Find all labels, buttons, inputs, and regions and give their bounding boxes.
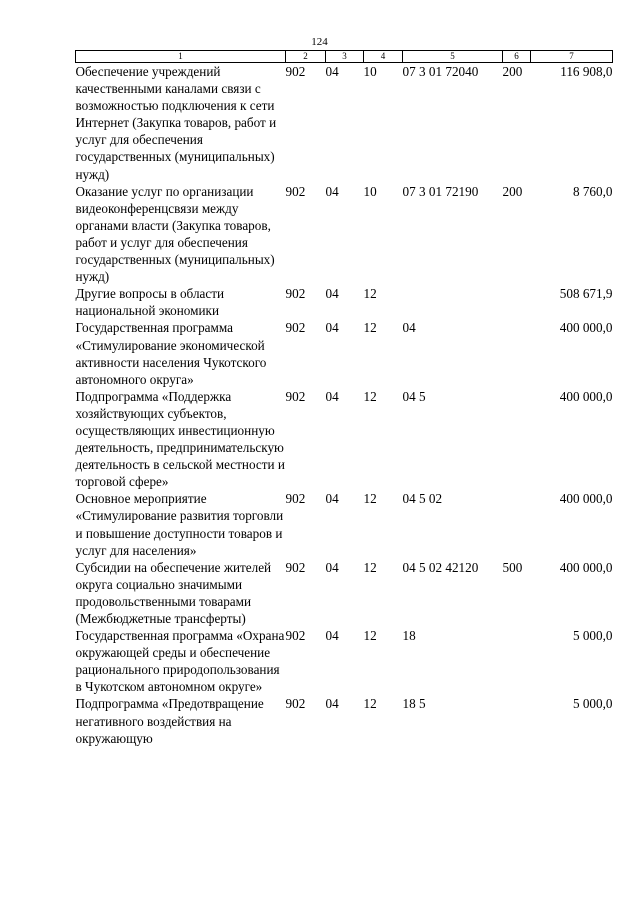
row-amount: 400 000,0 bbox=[559, 320, 613, 336]
table-row bbox=[76, 183, 613, 286]
column-header: 3 bbox=[326, 51, 364, 63]
row-amount: 400 000,0 bbox=[559, 559, 613, 575]
row-expense-type bbox=[503, 627, 531, 695]
page-number: 124 bbox=[311, 36, 328, 48]
row-section: 04 bbox=[325, 286, 339, 302]
row-grbs: 902 bbox=[285, 696, 306, 712]
row-subsection: 12 bbox=[363, 628, 377, 644]
column-header: 5 bbox=[403, 51, 503, 63]
row-amount: 8 760,0 bbox=[572, 183, 613, 199]
row-name: Подпрограмма «Поддержка хозяйствующих субъектов, осуществляющих инвестиционную деятельность, предпринимательскую деятельность в сельской местности и торговой сфере» bbox=[75, 388, 285, 490]
row-grbs: 902 bbox=[285, 320, 306, 336]
row-subsection: 12 bbox=[363, 286, 377, 302]
row-grbs: 902 bbox=[285, 559, 306, 575]
table-row bbox=[76, 388, 613, 491]
row-target-article: 18 bbox=[402, 628, 416, 644]
row-expense-type: 200 bbox=[502, 183, 523, 199]
row-expense-type bbox=[503, 490, 531, 558]
table-row bbox=[76, 695, 613, 746]
table-row bbox=[76, 627, 613, 695]
row-section: 04 bbox=[325, 559, 339, 575]
row-section: 04 bbox=[325, 183, 339, 199]
row-name: Обеспечение учреждений качественными каналами связи с возможностью подключения к сети Интернет (Закупка товаров, работ и услуг для обеспечения государственных (муниципальных) нужд) bbox=[75, 64, 277, 182]
column-header: 2 bbox=[286, 51, 326, 63]
row-target-article: 04 5 bbox=[402, 388, 426, 404]
column-header: 1 bbox=[76, 51, 286, 63]
row-grbs: 902 bbox=[285, 286, 306, 302]
row-section: 04 bbox=[325, 64, 339, 79]
row-subsection: 12 bbox=[363, 696, 377, 712]
row-section: 04 bbox=[325, 696, 339, 712]
row-section: 04 bbox=[325, 628, 339, 644]
row-section: 04 bbox=[325, 491, 339, 507]
table-row bbox=[76, 285, 613, 319]
row-section: 04 bbox=[325, 320, 339, 336]
row-grbs: 902 bbox=[285, 64, 306, 79]
row-name: Государственная программа «Охрана окружающей среды и обеспечение рационального природопользования в Чукотском автономном округе» bbox=[75, 628, 285, 695]
row-target-article: 18 5 bbox=[402, 696, 426, 712]
row-amount: 400 000,0 bbox=[559, 388, 613, 404]
row-section: 04 bbox=[325, 388, 339, 404]
row-name: Другие вопросы в области национальной экономики bbox=[75, 286, 225, 319]
row-target-article bbox=[403, 285, 503, 319]
row-grbs: 902 bbox=[285, 183, 306, 199]
row-amount: 5 000,0 bbox=[572, 696, 613, 712]
row-expense-type: 200 bbox=[502, 64, 523, 79]
row-target-article: 04 5 02 bbox=[402, 491, 443, 507]
row-grbs: 902 bbox=[285, 491, 306, 507]
row-subsection: 12 bbox=[363, 559, 377, 575]
row-target-article: 04 5 02 42120 bbox=[402, 559, 479, 575]
column-header: 7 bbox=[531, 51, 613, 63]
row-expense-type bbox=[503, 319, 531, 387]
row-target-article: 04 bbox=[402, 320, 416, 336]
row-subsection: 12 bbox=[363, 320, 377, 336]
row-subsection: 12 bbox=[363, 491, 377, 507]
table-row bbox=[76, 490, 613, 558]
row-subsection: 12 bbox=[363, 388, 377, 404]
row-name: Оказание услуг по организации видеоконференцсвязи между органами власти (Закупка товаров, работ и услуг для обеспечения государственных (муниципальных) нужд) bbox=[75, 183, 275, 285]
row-name: Государственная программа «Стимулирование экономической активности населения Чукотского автономного округа» bbox=[75, 320, 267, 387]
row-subsection: 10 bbox=[363, 183, 377, 199]
table-row bbox=[76, 559, 613, 627]
row-amount: 116 908,0 bbox=[560, 64, 613, 79]
row-amount: 508 671,9 bbox=[559, 286, 613, 302]
column-header: 6 bbox=[503, 51, 531, 63]
table-row bbox=[76, 319, 613, 387]
row-subsection: 10 bbox=[363, 64, 377, 79]
table-header-row bbox=[76, 51, 613, 63]
row-name: Подпрограмма «Предотвращение негативного воздействия на окружающую bbox=[75, 696, 264, 746]
row-target-article: 07 3 01 72190 bbox=[402, 183, 479, 199]
row-grbs: 902 bbox=[285, 388, 306, 404]
row-expense-type: 500 bbox=[502, 559, 523, 575]
column-header: 4 bbox=[364, 51, 403, 63]
row-target-article: 07 3 01 72040 bbox=[402, 64, 479, 79]
row-grbs: 902 bbox=[285, 628, 306, 644]
budget-table bbox=[75, 50, 613, 747]
row-amount: 400 000,0 bbox=[559, 491, 613, 507]
row-expense-type bbox=[503, 388, 531, 491]
row-amount: 5 000,0 bbox=[572, 628, 613, 644]
table-row bbox=[76, 63, 613, 183]
row-expense-type bbox=[503, 695, 531, 746]
row-expense-type bbox=[503, 285, 531, 319]
row-name: Субсидии на обеспечение жителей округа социально значимыми продовольственными товарами (Межбюджетные трансферты) bbox=[75, 559, 272, 626]
row-name: Основное мероприятие «Стимулирование развития торговли и повышение доступности товаров и услуг для населения» bbox=[75, 491, 284, 558]
